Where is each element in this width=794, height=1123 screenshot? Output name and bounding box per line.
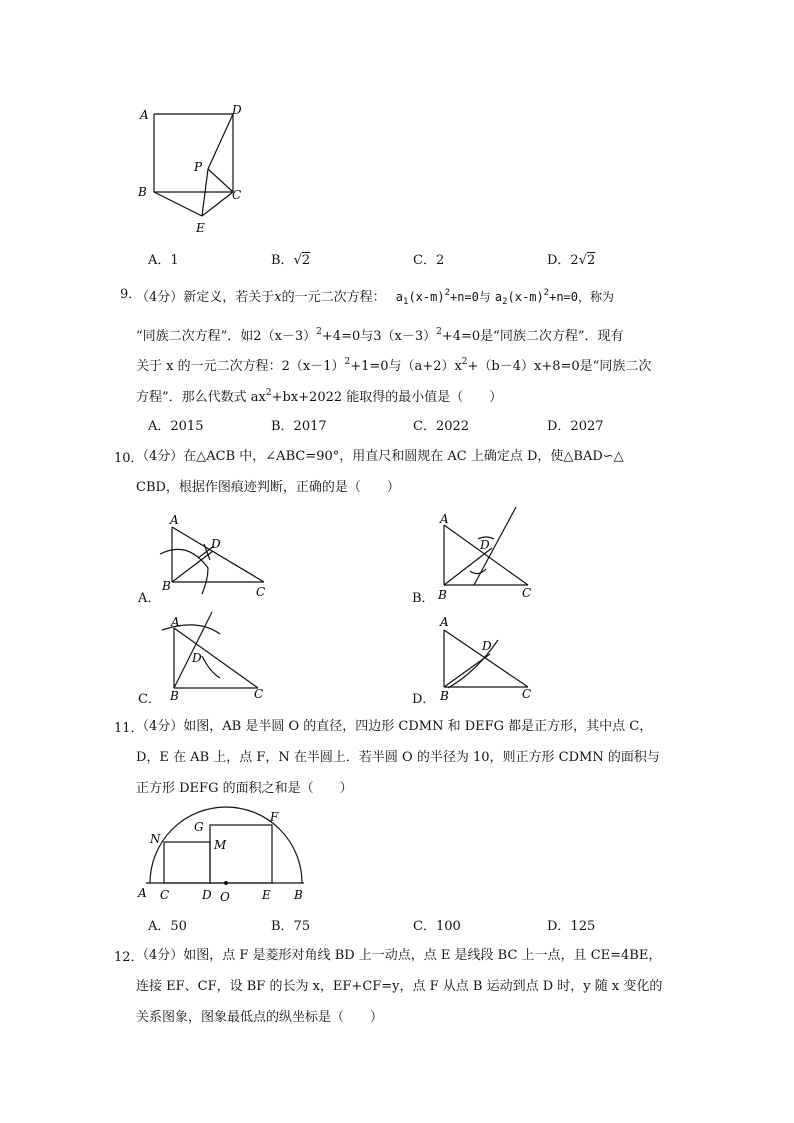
q8-label-d: D bbox=[232, 103, 242, 117]
q10-line-1: （4分）在△ACB 中，∠ABC=90°，用直尺和圆规在 AC 上确定点 D，使△BAD∽△ bbox=[136, 449, 624, 464]
q11-option-b: B．75 bbox=[271, 919, 311, 934]
q8-label-c: C bbox=[232, 188, 242, 202]
q9-line-2 bbox=[136, 322, 696, 347]
q8-label-b: B bbox=[138, 185, 147, 199]
q11-number: 11． bbox=[114, 721, 144, 736]
q10-number: 10． bbox=[114, 451, 144, 466]
q11-label-b: B bbox=[294, 888, 303, 902]
q9-text: 方程”．那么代数式 ax bbox=[136, 390, 266, 405]
q9-eq1-b: (x-m) bbox=[408, 290, 445, 304]
q10-option-b-label: B． bbox=[412, 591, 435, 606]
q9-line-3 bbox=[136, 352, 696, 377]
q11-option-d: D．125 bbox=[547, 919, 596, 934]
q12-number: 12． bbox=[114, 950, 144, 965]
q10a-label-c: C bbox=[256, 585, 266, 599]
q10a-label-d: D bbox=[211, 537, 221, 551]
q11-figure bbox=[132, 805, 317, 907]
q9-text: （4分）新定义，若关于 bbox=[136, 290, 275, 305]
q9-text: “同族二次方程”．如2（x－3） bbox=[136, 329, 317, 344]
q9-text: +4=0是“同族二次方程”．现有 bbox=[441, 329, 624, 344]
q9-var: x bbox=[274, 290, 282, 305]
q9-option-c: C．2022 bbox=[413, 419, 470, 434]
q10c-label-b: B bbox=[170, 689, 179, 703]
q10d-label-b: B bbox=[440, 689, 449, 703]
q9-sup: 2 bbox=[461, 357, 468, 367]
q10c-label-a: A bbox=[171, 615, 180, 629]
q10-line-2: CBD，根据作图痕迹判断，正确的是（ ） bbox=[136, 480, 400, 495]
q9-option-a: A．2015 bbox=[148, 419, 204, 434]
q9-sup: 2 bbox=[344, 357, 351, 367]
q10d-label-d: D bbox=[482, 639, 492, 653]
q12-line-3: 关系图象，图象最低点的纵坐标是（ ） bbox=[136, 1010, 384, 1025]
q10b-label-b: B bbox=[438, 588, 447, 602]
q11-label-c: C bbox=[160, 888, 170, 902]
q10-option-a-label: A． bbox=[138, 591, 161, 606]
q9-sup: 2 bbox=[316, 327, 322, 337]
q10a-label-a: A bbox=[170, 513, 179, 527]
q11-label-a: A bbox=[138, 886, 147, 900]
q8-label-a: A bbox=[140, 108, 149, 122]
q11-line-3: 正方形 DEFG 的面积之和是（ ） bbox=[136, 781, 353, 796]
q9-eq1-sup: 2 bbox=[444, 288, 450, 298]
q9-eq2-a: a bbox=[494, 290, 503, 304]
q9-eq2-b: (x-m) bbox=[507, 290, 544, 304]
q9-eq2-c: +n=0，称为 bbox=[549, 290, 614, 304]
q11-label-d: D bbox=[202, 888, 212, 902]
q8-label-e: E bbox=[196, 221, 205, 235]
q8-figure bbox=[130, 100, 260, 240]
q8-option-b bbox=[271, 249, 310, 268]
q11-line-2: D，E 在 AB 上，点 F，N 在半圆上．若半圆 O 的半径为 10，则正方形 CDMN 的面积与 bbox=[136, 750, 660, 765]
q10b-label-a: A bbox=[440, 512, 449, 526]
q9-eq1-a: a bbox=[395, 290, 404, 304]
q9-text: +（b－4）x+8=0是“同族二次 bbox=[467, 359, 652, 374]
q8-label-p: P bbox=[194, 160, 203, 174]
q8-option-c: C．2 bbox=[413, 253, 445, 268]
q9-eq1-sub: 1 bbox=[403, 297, 409, 307]
q10-figure-d bbox=[430, 612, 550, 707]
q11-option-a: A．50 bbox=[148, 919, 187, 934]
q9-text: 的一元二次方程： bbox=[281, 290, 386, 305]
q9-eq2-sup: 2 bbox=[543, 288, 550, 298]
q8-option-b-radicand: 2 bbox=[301, 253, 311, 268]
q8-option-d bbox=[547, 249, 595, 268]
q9-eq1-c: +n=0与 bbox=[449, 290, 491, 304]
q9-eq1 bbox=[395, 288, 614, 307]
q8-option-d-radicand: 2 bbox=[587, 253, 596, 268]
q8-option-a: A．1 bbox=[148, 253, 179, 268]
q11-label-e: E bbox=[262, 888, 271, 902]
q9-sup: 2 bbox=[265, 388, 272, 398]
q11-label-n: N bbox=[150, 832, 161, 846]
q11-option-c: C．100 bbox=[413, 919, 461, 934]
q10-figure-b bbox=[430, 505, 550, 605]
q9-number: 9． bbox=[120, 287, 142, 302]
q9-line-4 bbox=[136, 383, 696, 408]
q9-eq2-sub: 2 bbox=[502, 297, 508, 307]
q9-text: +bx+2022 能取得的最小值是（ ） bbox=[271, 390, 503, 405]
q10-option-c-label: C． bbox=[138, 692, 161, 707]
q9-text: +1=0与（a+2）x bbox=[350, 359, 462, 374]
q11-label-f: F bbox=[270, 810, 279, 824]
q10a-label-b: B bbox=[162, 579, 171, 593]
q10-figure-c bbox=[158, 608, 278, 703]
q10c-label-c: C bbox=[254, 687, 264, 701]
q9-text: 关于 x 的一元二次方程：2（x－1） bbox=[136, 359, 345, 374]
q9-option-b: B．2017 bbox=[271, 419, 327, 434]
q9-text: +4=0与3（x－3） bbox=[321, 329, 437, 344]
q11-label-o: O bbox=[220, 890, 230, 904]
q9-sup: 2 bbox=[436, 327, 442, 337]
q10d-label-c: C bbox=[522, 687, 532, 701]
q12-line-2: 连接 EF、CF，设 BF 的长为 x，EF+CF=y，点 F 从点 B 运动到点 D 时，y 随 x 变化的 bbox=[136, 979, 663, 994]
q11-label-g: G bbox=[194, 820, 204, 834]
q8-option-b-prefix: B． bbox=[271, 253, 294, 268]
q10-option-d-label: D． bbox=[412, 692, 436, 707]
sqrt-symbol: √ bbox=[578, 253, 587, 268]
q10c-label-d: D bbox=[192, 651, 202, 665]
q12-line-1: （4分）如图，点 F 是菱形对角线 BD 上一动点，点 E 是线段 BC 上一点，且 CE=4BE， bbox=[136, 948, 662, 963]
q10b-label-d: D bbox=[480, 538, 490, 552]
q9-option-d: D．2027 bbox=[547, 419, 604, 434]
q8-option-d-prefix: D．2 bbox=[547, 253, 579, 268]
q11-label-m: M bbox=[214, 838, 227, 852]
q10-figure-a bbox=[158, 510, 278, 605]
q10d-label-a: A bbox=[440, 615, 449, 629]
sqrt-symbol: √ bbox=[293, 253, 302, 268]
q11-line-1: （4分）如图，AB 是半圆 O 的直径，四边形 CDMN 和 DEFG 都是正方形，其中点 C， bbox=[136, 719, 653, 734]
q9-line-1 bbox=[136, 283, 696, 312]
q10b-label-c: C bbox=[522, 586, 532, 600]
